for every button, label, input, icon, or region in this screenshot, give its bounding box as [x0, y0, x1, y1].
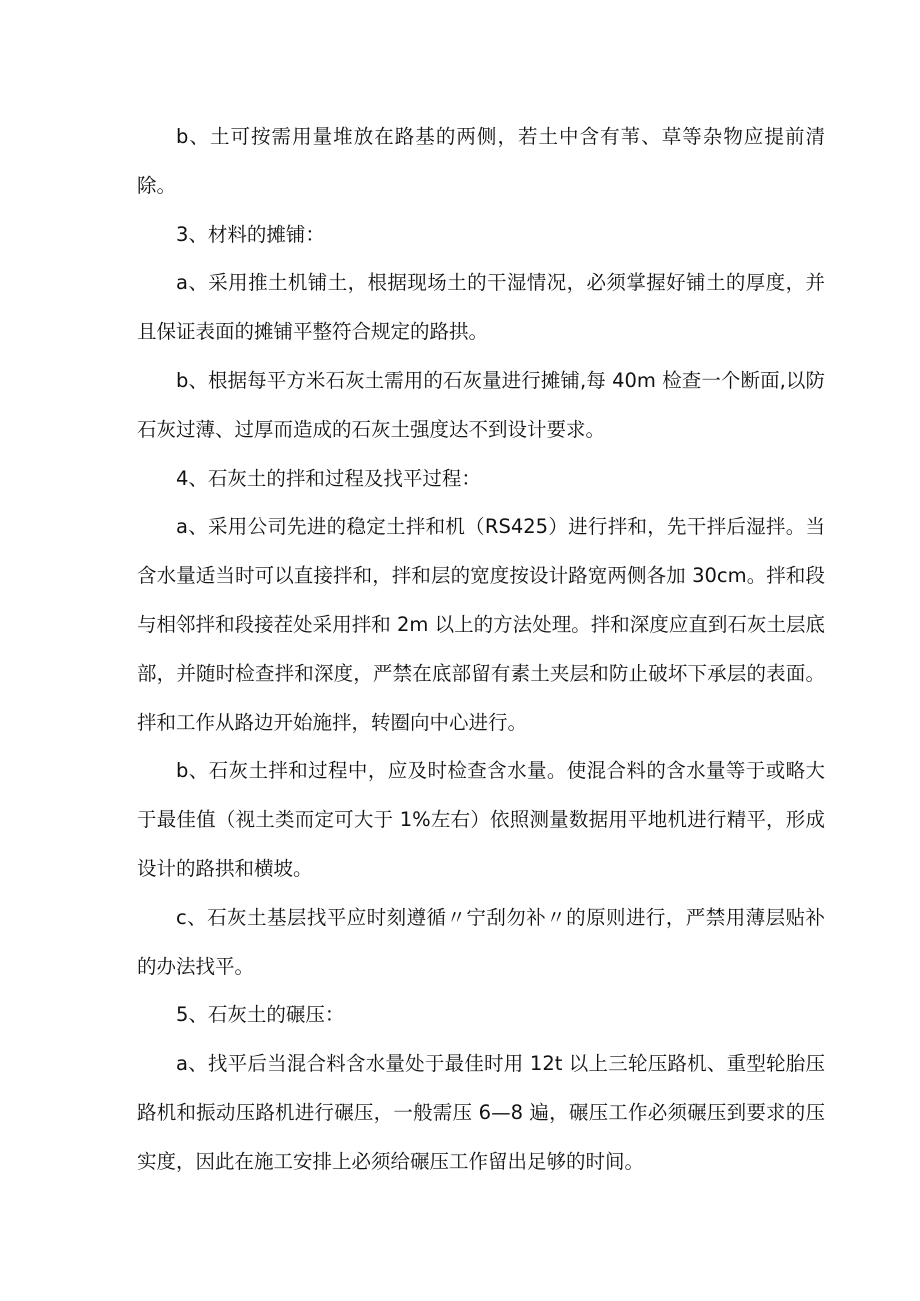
paragraph-a-stabilizer-mixing: a、采用公司先进的稳定土拌和机（RS425）进行拌和，先干拌后湿拌。当含水量适当时可以直接拌和，拌和层的宽度按设计路宽两侧各加 30cm。拌和段与相邻拌和段接茬处采用拌和 2m 以上的方法处理。拌和深度应直到石灰土层底部，并随时检查拌和深度，严禁在底部留有素土夹层和防止破坏下承层的表面。拌和工作从路边开始施拌，转圈向中心进行。 [137, 515, 825, 734]
document-body [137, 113, 825, 1187]
paragraph-a-roller-compaction: a、找平后当混合料含水量处于最佳时用 12t 以上三轮压路机、重型轮胎压路机和振动压路机进行碾压，一般需压 6—8 遍，碾压工作必须碾压到要求的压实度，因此在施工安排上必须给碾压工作留出足够的时间。 [137, 1052, 825, 1173]
paragraph-a-bulldozer-spreading: a、采用推土机铺土，根据现场土的干湿情况，必须掌握好铺土的厚度，并且保证表面的摊铺平整符合规定的路拱。 [137, 271, 825, 344]
heading-5-compaction: 5、石灰土的碾压： [176, 1003, 345, 1027]
heading-3-material-spreading: 3、材料的摊铺： [176, 222, 325, 246]
heading-4-mixing-and-leveling: 4、石灰土的拌和过程及找平过程： [176, 466, 481, 490]
paragraph-b-moisture-check: b、石灰土拌和过程中，应及时检查含水量。使混合料的含水量等于或略大于最佳值（视土类而定可大于 1%左右）依照测量数据用平地机进行精平，形成设计的路拱和横坡。 [137, 759, 825, 880]
paragraph-c-leveling-principle: c、石灰土基层找平应时刻遵循〃宁刮勿补〃的原则进行，严禁用薄层贴补的办法找平。 [137, 905, 825, 978]
paragraph-b-lime-spreading: b、根据每平方米石灰土需用的石灰量进行摊铺,每 40m 检查一个断面,以防石灰过薄、过厚而造成的石灰土强度达不到设计要求。 [137, 368, 825, 441]
paragraph-b-soil-stacking: b、土可按需用量堆放在路基的两侧，若土中含有苇、草等杂物应提前清除。 [137, 125, 825, 197]
